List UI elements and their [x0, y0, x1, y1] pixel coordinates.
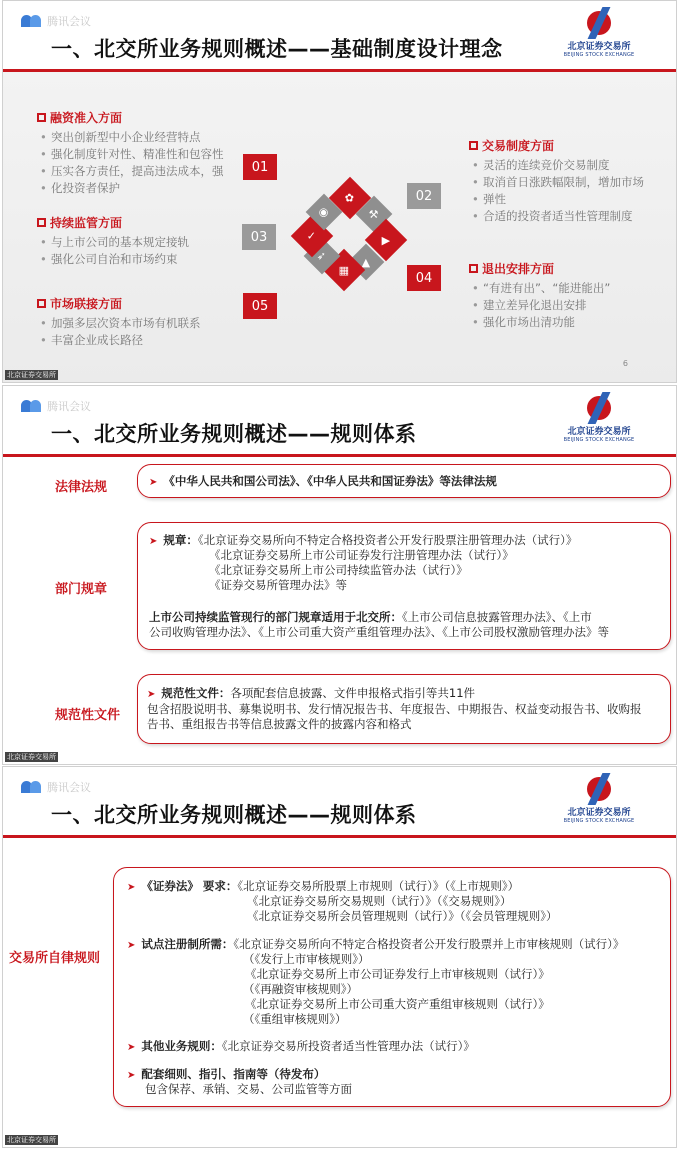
bse-emblem-icon — [586, 7, 612, 37]
block-supporting-rules: ➤ 配套细则、指引、指南等（待发布） — [127, 1067, 326, 1081]
square-bullet-icon — [469, 264, 478, 273]
check-icon: ✓ — [291, 215, 333, 257]
section-financing: 融资准入方面 • 突出创新型中小企业经营特点 • 强化制度针对性、精准性和包容性 • 压实各方责任，提高违法成本，强 • 化投资者保护 — [37, 109, 247, 197]
number-02: 02 — [407, 183, 441, 209]
gear-icon: ✿ — [329, 177, 371, 219]
bse-emblem-icon — [586, 392, 612, 422]
regulations-para: 上市公司持续监管现行的部门规章适用于北交所：《上市公司信息披露管理办法》、《上市 — [149, 610, 592, 624]
list-item: • 与上市公司的基本规定接轨 — [37, 234, 247, 251]
cap-icon: ▲ — [348, 244, 385, 281]
bse-logo: 北京证券交易所 BEIJING STOCK EXCHANGE — [560, 7, 638, 58]
slide-title: 一、北交所业务规则概述——基础制度设计理念 — [51, 37, 503, 61]
list-item: • 压实各方责任，提高违法成本，强 — [37, 163, 247, 180]
rule-line: （《重组审核规则》） — [243, 1012, 347, 1026]
rule-line: 包含保荐、承销、交易、公司监管等方面 — [145, 1082, 352, 1096]
number-05: 05 — [243, 293, 277, 319]
list-item: • 强化制度针对性、精准性和包容性 — [37, 146, 247, 163]
rocket-icon: ➶ — [304, 238, 341, 275]
list-item: • 突出创新型中小企业经营特点 — [37, 129, 247, 146]
regulations-line: 《证券交易所管理办法》等 — [209, 578, 347, 592]
normative-line: 包含招股说明书、募集说明书、发行情况报告书、年度报告、中期报告、权益变动报告书、收购报 — [147, 702, 642, 716]
section-market-link: 市场联接方面 • 加强多层次资本市场有机联系 • 丰富企业成长路径 — [37, 295, 247, 349]
title-rule — [3, 69, 676, 72]
slide-header — [3, 386, 676, 456]
meeting-logo-icon — [21, 400, 43, 412]
footer-tag: 北京证券交易所 — [7, 753, 56, 761]
process-diamond-graphic — [295, 179, 405, 289]
row-label-normative: 规范性文件 — [55, 708, 121, 723]
truck-icon: ▶ — [365, 219, 407, 261]
bse-emblem-icon — [586, 773, 612, 803]
row-label-laws: 法律法规 — [55, 480, 108, 495]
regulations-para: 公司收购管理办法》、《上市公司重大资产重组管理办法》、《上市公司股权激励管理办法》等 — [149, 625, 609, 639]
meeting-logo-icon — [21, 15, 43, 27]
block-securities-law: ➤ 《证券法》 要求：《北京证券交易所股票上市规则（试行）》（《上市规则》） — [127, 879, 520, 893]
block-registration: ➤ 试点注册制所需：《北京证券交易所向不特定合格投资者公开发行股票并上市审核规则（试行）》 — [127, 937, 625, 951]
bse-logo: 北京证券交易所 BEIJING STOCK EXCHANGE — [560, 392, 638, 443]
row-label-regulations: 部门规章 — [55, 582, 108, 597]
slide-header — [3, 1, 676, 71]
square-bullet-icon — [37, 218, 46, 227]
title-rule — [3, 454, 676, 457]
number-03: 03 — [242, 224, 276, 250]
laws-text: ➤ 《中华人民共和国公司法》、《中华人民共和国证券法》等法律法规 — [149, 474, 497, 488]
rule-line: 《北京证券交易所上市公司重大资产重组审核规则（试行）》 — [245, 997, 550, 1011]
slide-1 — [2, 0, 677, 383]
slide-2 — [2, 385, 677, 765]
list-item: • 合适的投资者适当性管理制度 — [469, 208, 669, 225]
hammer-icon: ⚒ — [356, 196, 393, 233]
list-item: • 丰富企业成长路径 — [37, 332, 247, 349]
list-item: • “有进有出”、“能进能出” — [469, 280, 669, 297]
row-label-self-regulatory: 交易所自律规则 — [9, 951, 101, 966]
page-number: 6 — [622, 359, 628, 368]
normative-line: 告书、重组报告书等信息披露文件的披露内容和格式 — [147, 717, 412, 731]
rule-line: 《北京证券交易所会员管理规则（试行）》（《会员管理规则》） — [247, 909, 558, 923]
footer-tag: 北京证券交易所 — [7, 371, 56, 379]
slide-3 — [2, 766, 677, 1148]
slide-title: 一、北交所业务规则概述——规则体系 — [51, 422, 417, 446]
list-item: • 弹性 — [469, 191, 669, 208]
rule-line: 《北京证券交易所上市公司证券发行上市审核规则（试行）》 — [245, 967, 550, 981]
slide-header — [3, 767, 676, 837]
list-item: • 强化市场出清功能 — [469, 314, 669, 331]
section-ongoing-supervision: 持续监管方面 • 与上市公司的基本规定接轨 • 强化公司自治和市场约束 — [37, 214, 247, 268]
normative-head: ➤ 规范性文件：各项配套信息披露、文件申报格式指引等共11件 — [147, 686, 476, 700]
square-bullet-icon — [37, 299, 46, 308]
list-item: • 灵活的连续竞价交易制度 — [469, 157, 669, 174]
number-04: 04 — [407, 265, 441, 291]
list-item: • 强化公司自治和市场约束 — [37, 251, 247, 268]
slide-title: 一、北交所业务规则概述——规则体系 — [51, 803, 417, 827]
watermark: 腾讯会议 — [21, 13, 91, 29]
meeting-logo-icon — [21, 781, 43, 793]
bse-logo: 北京证券交易所 BEIJING STOCK EXCHANGE — [560, 773, 638, 824]
square-bullet-icon — [469, 141, 478, 150]
list-item: • 加强多层次资本市场有机联系 — [37, 315, 247, 332]
rule-line: （《再融资审核规则》） — [243, 982, 358, 996]
rule-line: 《北京证券交易所交易规则（试行）》（《交易规则》） — [247, 894, 512, 908]
section-trading: 交易制度方面 • 灵活的连续竞价交易制度 • 取消首日涨跌幅限制，增加市场 • 弹性 • 合适的投资者适当性管理制度 — [469, 137, 669, 225]
list-item: • 取消首日涨跌幅限制，增加市场 — [469, 174, 669, 191]
regulations-head: ➤ 规章：《北京证券交易所向不特定合格投资者公开发行股票注册管理办法（试行）》 — [149, 533, 578, 547]
watermark: 腾讯会议 — [21, 779, 91, 795]
number-01: 01 — [243, 154, 277, 180]
list-item: • 化投资者保护 — [37, 180, 247, 197]
footer-tag: 北京证券交易所 — [7, 1136, 56, 1144]
rule-line: （《发行上市审核规则》） — [243, 952, 370, 966]
block-other-rules: ➤ 其他业务规则：《北京证券交易所投资者适当性管理办法（试行）》 — [127, 1039, 475, 1053]
regulations-line: 《北京证券交易所上市公司持续监管办法（试行）》 — [209, 563, 468, 577]
regulations-line: 《北京证券交易所上市公司证券发行注册管理办法（试行）》 — [209, 548, 514, 562]
title-rule — [3, 835, 676, 838]
list-item: • 建立差异化退出安排 — [469, 297, 669, 314]
section-exit: 退出安排方面 • “有进有出”、“能进能出” • 建立差异化退出安排 • 强化市场出清功能 — [469, 260, 669, 331]
square-bullet-icon — [37, 113, 46, 122]
chat-icon: ◉ — [306, 194, 343, 231]
watermark: 腾讯会议 — [21, 398, 91, 414]
windows-icon: ▦ — [323, 249, 365, 291]
